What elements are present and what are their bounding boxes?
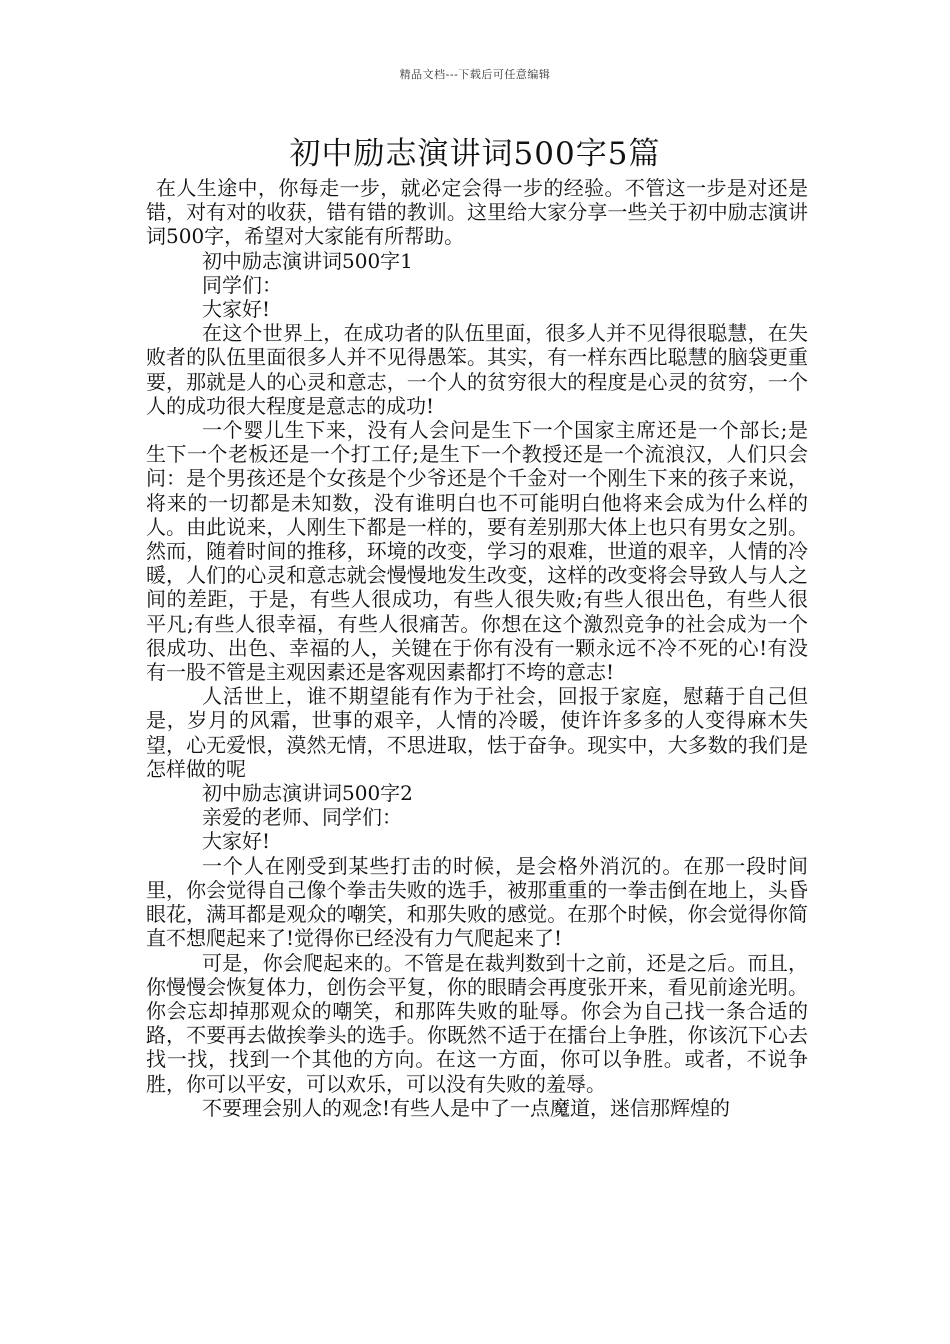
- intro-paragraph: 在人生途中，你每走一步，就必定会得一步的经验。不管这一步是对还是错，对有对的收获，错有错的教训。这里给大家分享一些关于初中励志演讲词500字，希望对大家能有所帮助。: [146, 176, 808, 249]
- body-paragraph: 一个人在刚受到某些打击的时候，是会格外消沉的。在那一段时间里，你会觉得自己像个拳击失败的选手，被那重重的一拳击倒在地上，头昏眼花，满耳都是观众的嘲笑，和那失败的感觉。在那个时候，你会觉得你简直不想爬起来了!觉得你已经没有力气爬起来了!: [146, 853, 808, 951]
- section-heading-2: 初中励志演讲词500字2: [202, 781, 413, 806]
- page-title: 初中励志演讲词500字5篇: [289, 136, 661, 172]
- body-paragraph: 人活世上，谁不期望能有作为于社会，回报于家庭，慰藉于自己但是，岁月的风霜，世事的艰辛，人情的冷暖，使许许多多的人变得麻木失望，心无爱恨，漠然无情，不思进取，怯于奋争。现实中，大多数的我们是怎样做的呢: [146, 684, 808, 781]
- greeting: 大家好!: [202, 297, 271, 322]
- document-body: [146, 176, 808, 1120]
- section-heading-1: 初中励志演讲词500字1: [202, 248, 413, 273]
- body-paragraph: 可是，你会爬起来的。不管是在裁判数到十之前，还是之后。而且，你慢慢会恢复体力，创伤会平复，你的眼睛会再度张开来，看见前途光明。你会忘却掉那观众的嘲笑，和那阵失败的耻辱。你会为自己找一条合适的路，不要再去做挨拳头的选手。你既然不适于在擂台上争胜，你该沉下心去找一找，找到一个其他的方向。在这一方面，你可以争胜。或者，不说争胜，你可以平安，可以欢乐，可以没有失败的羞辱。: [146, 950, 808, 1096]
- salutation: 同学们：: [202, 272, 282, 297]
- greeting: 大家好!: [202, 829, 271, 854]
- header-note: 精品文档---下载后可任意编辑: [399, 68, 551, 81]
- body-paragraph: 在这个世界上，在成功者的队伍里面，很多人并不见得很聪慧，在失败者的队伍里面很多人并不见得愚笨。其实，有一样东西比聪慧的脑袋更重要，那就是人的心灵和意志，一个人的贫穷很大的程度是心灵的贫穷，一个人的成功很大程度是意志的成功!: [146, 321, 808, 418]
- salutation: 亲爱的老师、同学们：: [202, 805, 402, 830]
- body-paragraph: 一个婴儿生下来，没有人会问是生下一个国家主席还是一个部长;是生下一个老板还是一个打工仔;是生下一个教授还是一个流浪汉，人们只会问：是个男孩还是个女孩是个少爷还是个千金对一个刚生下来的孩子来说，将来的一切都是未知数，没有谁明白也不可能明白他将来会成为什么样的人。由此说来，人刚生下都是一样的，要有差别那大体上也只有男女之别。然而，随着时间的推移，环境的改变，学习的艰难，世道的艰辛，人情的冷暖，人们的心灵和意志就会慢慢地发生改变，这样的改变将会导致人与人之间的差距，于是，有些人很成功，有些人很失败;有些人很出色，有些人很平凡;有些人很幸福，有些人很痛苦。你想在这个激烈竞争的社会成为一个很成功、出色、幸福的人，关键在于你有没有一颗永远不冷不死的心!有没有一股不管是主观因素还是客观因素都打不垮的意志!: [146, 418, 808, 685]
- body-paragraph: 不要理会别人的观念!有些人是中了一点魔道，迷信那辉煌的: [202, 1095, 731, 1120]
